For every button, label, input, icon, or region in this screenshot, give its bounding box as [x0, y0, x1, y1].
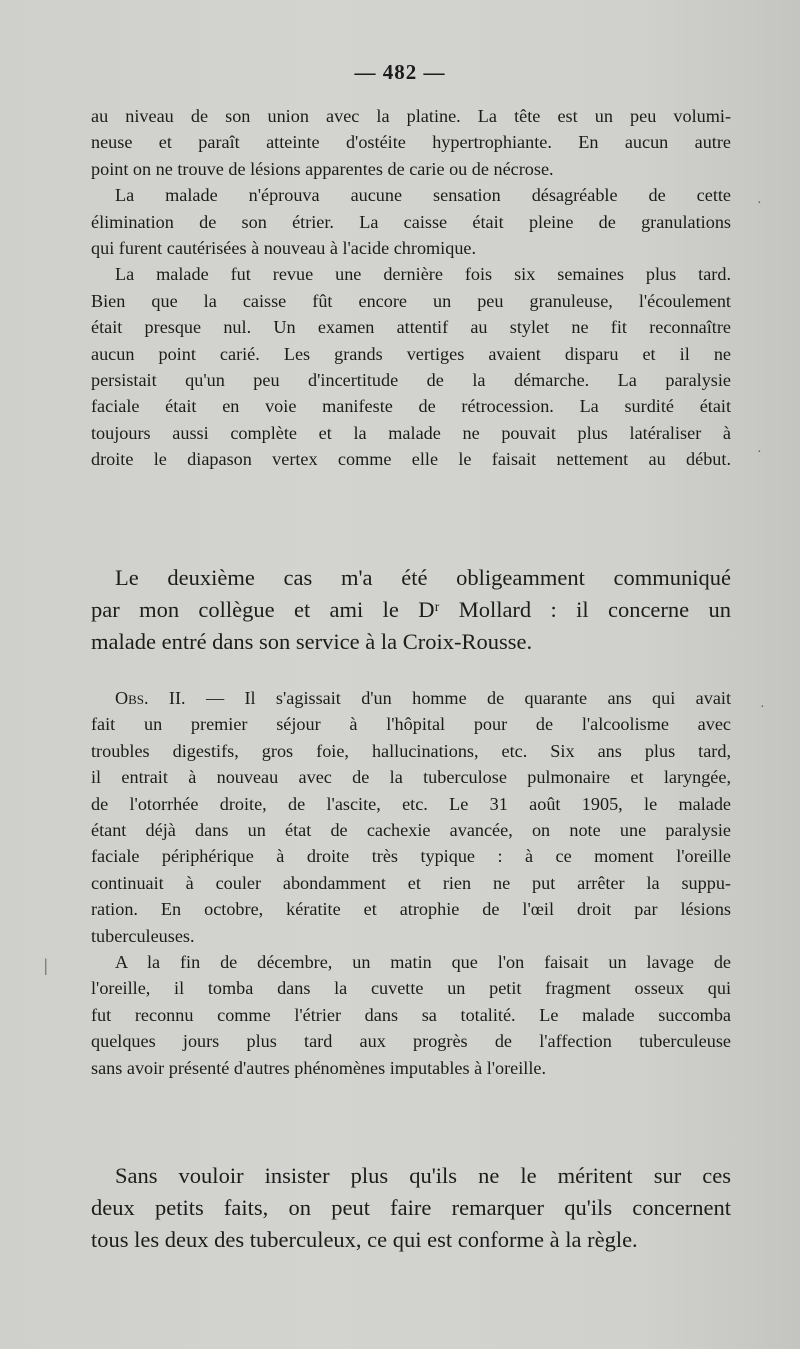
text-line: élimination de son étrier. La caisse était pleine de granulations — [91, 211, 731, 232]
text-line: fut reconnu comme l'étrier dans sa totalité. Le malade succomba — [91, 1004, 731, 1025]
text-line: ration. En octobre, kératite et atrophie de l'œil droit par lésions — [91, 899, 731, 920]
text-line: continuait à couler abondamment et rien ne put arrêter la suppu- — [91, 872, 731, 893]
text-line: Le deuxième cas m'a été obligeamment communiqué — [115, 565, 731, 590]
text-line: La malade n'éprouva aucune sensation désagréable de cette — [115, 185, 731, 206]
text-line: l'oreille, il tomba dans la cuvette un petit fragment osseux qui — [91, 978, 731, 999]
text-line: il entrait à nouveau avec de la tuberculose pulmonaire et laryngée, — [91, 767, 731, 788]
text-line: deux petits faits, on peut faire remarquer qu'ils concernent — [91, 1195, 731, 1220]
text-line — [91, 685, 731, 711]
text-fragment: — Il s'agissait d'un homme de quarante ans qui avait — [185, 688, 731, 708]
text-line: fait un premier séjour à l'hôpital pour de l'alcoolisme avec — [91, 714, 731, 735]
text-line: au niveau de son union avec la platine. La tête est un peu volumi- — [91, 106, 731, 126]
text-line: neuse et paraît atteinte d'ostéite hypertrophiante. En aucun autre — [91, 132, 731, 153]
margin-speck: | — [44, 955, 48, 975]
text-line: La malade fut revue une dernière fois six semaines plus tard. — [115, 264, 731, 285]
text-line: étant déjà dans un état de cachexie avancée, on note une paralysie — [91, 820, 731, 841]
text-line: point on ne trouve de lésions apparentes de carie ou de nécrose. — [91, 158, 554, 179]
paragraph-conclusion — [91, 1160, 731, 1256]
paragraph-observation-continuation — [91, 103, 731, 473]
text-line: faciale périphérique à droite très typique : à ce moment l'oreille — [91, 846, 731, 867]
margin-speck: · — [760, 700, 765, 715]
text-line: troubles digestifs, gros foie, hallucinations, etc. Six ans plus tard, — [91, 740, 731, 761]
margin-speck: · — [757, 445, 762, 460]
text-line: faciale était en voie manifeste de rétrocession. La surdité était — [91, 396, 731, 417]
paragraph-observation-ii — [91, 685, 731, 1081]
text-line: de l'otorrhée droite, de l'ascite, etc. Le 31 août 1905, le malade — [91, 793, 731, 814]
text-line: Sans vouloir insister plus qu'ils ne le méritent sur ces — [115, 1163, 731, 1188]
text-line: malade entré dans son service à la Croix-Rousse. — [91, 629, 533, 654]
text-line: tuberculeuses. — [91, 925, 195, 946]
page-number: — 482 — — [354, 60, 446, 84]
text-line: par mon collègue et ami le Dʳ Mollard : il concerne un — [91, 597, 731, 622]
margin-speck: · — [757, 196, 762, 211]
text-line: persistait qu'un peu d'incertitude de la démarche. La paralysie — [91, 370, 731, 391]
text-line: sans avoir présenté d'autres phénomènes imputables à l'oreille. — [91, 1057, 547, 1078]
text-line: tous les deux des tuberculeux, ce qui est conforme à la règle. — [91, 1227, 638, 1252]
text-line: A la fin de décembre, un matin que l'on faisait un lavage de — [115, 952, 731, 973]
text-line: était presque nul. Un examen attentif au stylet ne fit reconnaître — [91, 317, 731, 338]
text-line: Bien que la caisse fût encore un peu granuleuse, l'écoulement — [91, 290, 731, 311]
paragraph-second-case-intro — [91, 562, 731, 658]
text-line: aucun point carié. Les grands vertiges avaient disparu et il ne — [91, 343, 731, 364]
text-line: toujours aussi complète et la malade ne pouvait plus latéraliser à — [91, 422, 731, 443]
text-line: quelques jours plus tard aux progrès de l'affection tuberculeuse — [91, 1031, 731, 1052]
observation-label: Obs. II. — [115, 688, 186, 708]
text-line: qui furent cautérisées à nouveau à l'acide chromique. — [91, 238, 477, 259]
text-line: droite le diapason vertex comme elle le faisait nettement au début. — [91, 449, 731, 470]
